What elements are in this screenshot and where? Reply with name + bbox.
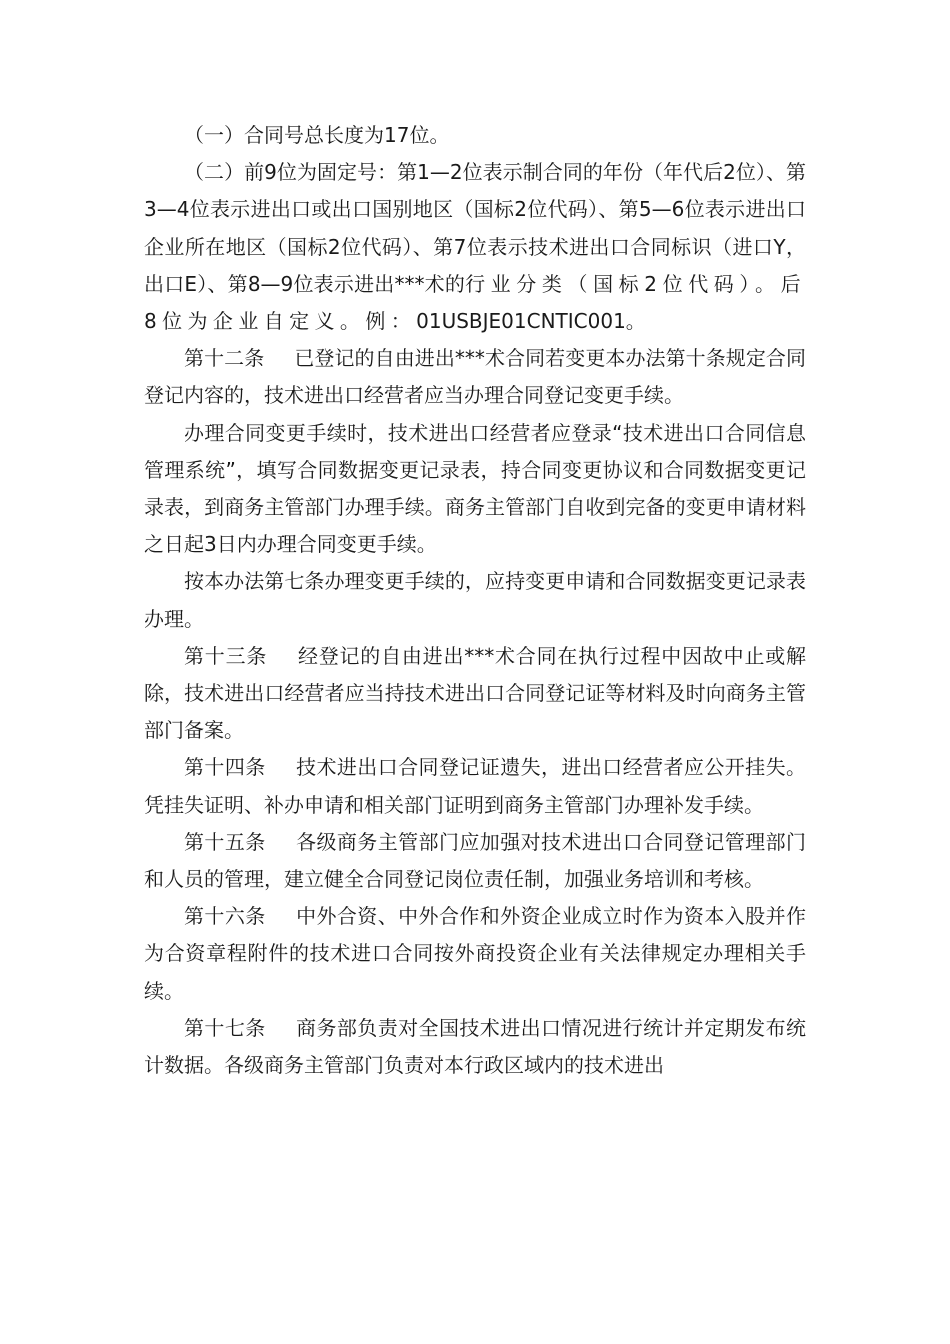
- article-number: 第十三条: [184, 643, 268, 668]
- paragraph-contract-length: [144, 117, 806, 154]
- article-number: 第十二条: [184, 346, 265, 371]
- paragraph-text: （一）合同号总长度为17位。: [184, 123, 450, 147]
- article-text: 中外合资、中外合作和外资企业成立时作为资本入股并作为合资章程附件的技术进口合同按外商投资企业有关法律规定办理相关手续。: [144, 904, 807, 1003]
- article-text: 各级商务主管部门应加强对技术进出口合同登记管理部门和人员的管理，建立健全合同登记岗位责任制，加强业务培训和考核。: [144, 829, 807, 892]
- article-text: 商务部负责对全国技术进出口情况进行统计并定期发布统计数据。各级商务主管部门负责对本行政区域内的技术进出: [144, 1015, 807, 1078]
- article-text: 已登记的自由进出***术合同若变更本办法第十条规定合同登记内容的，技术进出口经营者应当办理合同登记变更手续。: [144, 346, 807, 408]
- paragraph-text: 办理合同变更手续时，技术进出口经营者应登录“技术进出口合同信息管理系统”，填写合同数据变更记录表，持合同变更协议和合同数据变更记录表，到商务主管部门办理手续。商务主管部门自收到完备的变更申请材料之日起3日内办理合同变更手续。: [144, 420, 806, 557]
- paragraph-change-procedure: [144, 415, 806, 564]
- paragraph-fixed-number-rules: [144, 154, 806, 340]
- article-number: 第十七条: [184, 1015, 266, 1040]
- paragraph-text-justified-line: 行业分类（国标2位代码）。后8位为企业自定义。例：: [144, 271, 806, 334]
- document-body: [144, 117, 806, 1084]
- article-number: 第十四条: [184, 755, 266, 780]
- article-text: 经登记的自由进出***术合同在执行过程中因故中止或解除，技术进出口经营者应当持技术进出口合同登记证等材料及时向商务主管部门备案。: [144, 643, 807, 743]
- paragraph-text: （二）前9位为固定号：第1—2位表示制合同的年份（年代后2位）、第3—4位表示进出口或出口国别地区（国标2位代码）、第5—6位表示进出口企业所在地区（国标2位代码）、第7位表示技术进出口合同标识（进口Y，出口E）、第8—9位表示进出***术的: [144, 160, 806, 296]
- paragraph-text-example-code: 01USBJE01CNTIC001。: [416, 309, 646, 334]
- article-text: 技术进出口合同登记证遗失，进出口经营者应公开挂失。凭挂失证明、补办申请和相关部门证明到商务主管部门办理补发手续。: [144, 755, 807, 817]
- article-number: 第十六条: [184, 904, 266, 929]
- article-14: [144, 749, 806, 823]
- article-13: [144, 638, 806, 750]
- article-17: [144, 1010, 806, 1084]
- paragraph-article-7-change: [144, 563, 806, 637]
- paragraph-text: 按本办法第七条办理变更手续的，应持变更申请和合同数据变更记录表办理。: [144, 569, 806, 631]
- article-16: [144, 898, 806, 1010]
- article-12: [144, 340, 806, 414]
- article-15: [144, 824, 806, 898]
- article-number: 第十五条: [184, 829, 266, 854]
